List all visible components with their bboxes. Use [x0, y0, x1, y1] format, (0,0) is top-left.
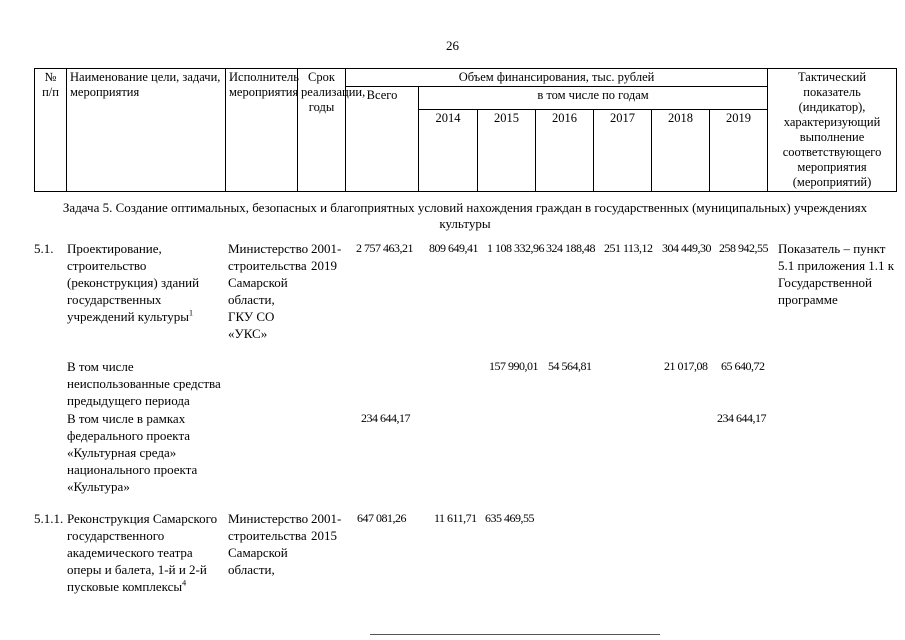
row-5-1-1-2015: 635 469,55: [485, 511, 534, 525]
bottom-rule: [370, 634, 660, 635]
header-year-2015: 2015: [478, 110, 536, 192]
row-5-1-2019: 258 942,55: [719, 241, 768, 255]
row-5-1-1-total: 647 081,26: [357, 511, 406, 525]
header-year-2017: 2017: [594, 110, 652, 192]
row-5-1-1-no: 5.1.1.: [34, 511, 64, 526]
header-year-2016: 2016: [536, 110, 594, 192]
row-unused-2018: 21 017,08: [664, 359, 708, 373]
header-by-years: в том числе по годам: [419, 87, 768, 110]
row-5-1-1-2014: 11 611,71: [434, 511, 477, 525]
row-5-1-total: 2 757 463,21: [356, 241, 413, 255]
header-term: Срок реализации, годы: [298, 69, 346, 192]
row-5-1-2015: 1 108 332,96: [487, 241, 544, 255]
header-total: Всего: [346, 87, 419, 192]
row-federal-2019: 234 644,17: [717, 411, 766, 425]
header-funding-title: Объем финансирования, тыс. рублей: [346, 69, 768, 87]
row-5-1-2016: 324 188,48: [546, 241, 595, 255]
footnote-marker: 4: [182, 578, 187, 588]
row-5-1-1-term: 2001-2015: [311, 511, 342, 543]
row-5-1-name: Проектирование, строительство (реконструкция) зданий государственных учреждений культуры$^1$: [67, 241, 200, 324]
header-executor: Исполнитель мероприятия: [226, 69, 298, 192]
header-name: Наименование цели, задачи, мероприятия: [67, 69, 226, 192]
row-unused-name: В том числе неиспользованные средства предыдущего периода: [67, 359, 221, 408]
header-no: № п/п: [35, 69, 67, 192]
row-5-1-2014: 809 649,41: [429, 241, 478, 255]
footnote-marker: 1: [189, 308, 194, 318]
header-year-2014: 2014: [419, 110, 478, 192]
header-indicator: Тактический показатель (индикатор), характеризующий выполнение соответствующего мероприятия (мероприятий): [768, 69, 897, 192]
row-5-1-executor: Министерство строительства Самарской области, ГКУ СО «УКС»: [228, 241, 309, 341]
row-unused-2015: 157 990,01: [489, 359, 538, 373]
table-header: [34, 68, 897, 192]
row-5-1-no: 5.1.: [34, 241, 54, 256]
row-5-1-indicator: Показатель – пункт 5.1 приложения 1.1 к Государственной программе: [778, 241, 895, 307]
row-5-1-1-executor: Министерство строительства Самарской области,: [228, 511, 309, 577]
row-federal-total: 234 644,17: [361, 411, 410, 425]
row-5-1-term: 2001-2019: [311, 241, 342, 273]
row-5-1-1-name: Реконструкция Самарского государственного академического театра оперы и балета, 1-й и 2-й пусковые комплексы$^4$: [67, 511, 218, 594]
row-federal-name: В том числе в рамках федерального проекта «Культурная среда» национального проекта «Культура»: [67, 411, 198, 494]
row-5-1-2017: 251 113,12: [604, 241, 653, 255]
row-5-1-2018: 304 449,30: [662, 241, 711, 255]
page-number: 26: [446, 38, 459, 53]
task-title: Задача 5. Создание оптимальных, безопасных и благоприятных условий нахождения граждан в государственных (муниципальных) учреждениях культуры: [62, 200, 868, 231]
header-year-2018: 2018: [652, 110, 710, 192]
row-unused-2019: 65 640,72: [721, 359, 765, 373]
row-unused-2016: 54 564,81: [548, 359, 592, 373]
header-year-2019: 2019: [710, 110, 768, 192]
